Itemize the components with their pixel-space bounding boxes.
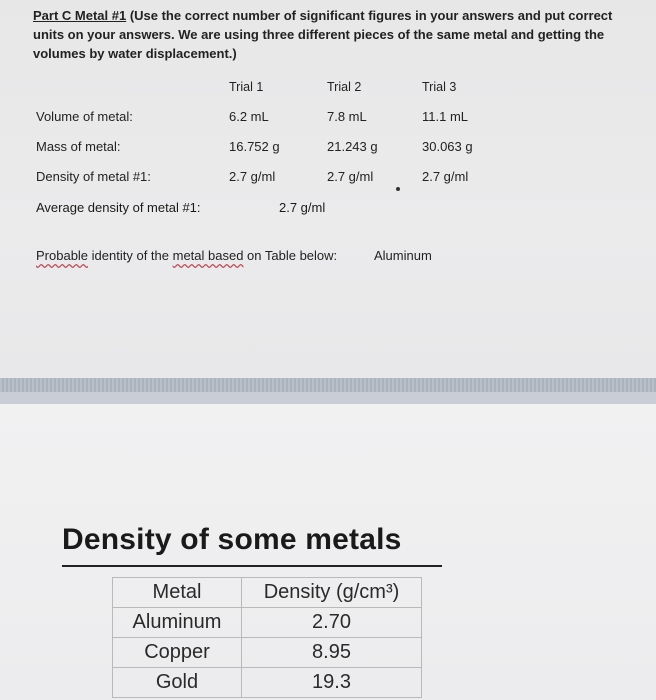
probable-label-mid: identity of the [88, 248, 173, 263]
probable-identity-label [36, 248, 337, 263]
density-table [112, 577, 422, 698]
col-header-trial-2: Trial 2 [327, 80, 362, 94]
row-label-volume: Volume of metal: [36, 109, 133, 124]
mass-trial-3: 30.063 g [422, 139, 473, 154]
probable-label-post: on Table below: [243, 248, 338, 263]
average-density-value: 2.7 g/ml [279, 200, 326, 215]
col-header-trial-3: Trial 3 [422, 80, 457, 94]
probable-identity-value: Aluminum [374, 248, 432, 263]
header-metal: Metal [113, 578, 242, 608]
average-density-label: Average density of metal #1: [36, 200, 201, 215]
table-row [113, 608, 422, 638]
metal-density: 2.70 [242, 608, 422, 638]
metal-density: 8.95 [242, 638, 422, 668]
density-trial-1: 2.7 g/ml [229, 169, 276, 184]
table-row [113, 668, 422, 698]
mass-trial-2: 21.243 g [327, 139, 378, 154]
title-underline [62, 565, 442, 567]
volume-trial-3: 11.1 mL [422, 109, 469, 124]
volume-trial-1: 6.2 mL [229, 109, 269, 124]
row-label-density: Density of metal #1: [36, 169, 151, 184]
metal-based-words: metal based [172, 248, 244, 263]
part-c-heading [33, 6, 643, 63]
part-label: Part C Metal #1 [33, 8, 127, 23]
mass-trial-1: 16.752 g [229, 139, 280, 154]
col-header-trial-1: Trial 1 [229, 80, 264, 94]
header-density: Density (g/cm³) [242, 578, 422, 608]
table-row [113, 638, 422, 668]
density-trial-2: 2.7 g/ml [327, 169, 374, 184]
metal-name: Gold [113, 668, 242, 698]
density-table-title: Density of some metals [62, 523, 402, 556]
heading-instructions: (Use the correct number of significant figures in your answers and put correct units on your answers. We are using three different pieces of the same metal and getting the volumes by water displacement.) [33, 8, 613, 61]
density-trial-3: 2.7 g/ml [422, 169, 469, 184]
table-header-row [113, 578, 422, 608]
probable-word: Probable [36, 248, 89, 263]
metal-density: 19.3 [242, 668, 422, 698]
metal-name: Aluminum [113, 608, 242, 638]
section-divider [0, 378, 656, 404]
metal-name: Copper [113, 638, 242, 668]
volume-trial-2: 7.8 mL [327, 109, 367, 124]
stray-dot-mark [396, 187, 400, 191]
row-label-mass: Mass of metal: [36, 139, 121, 154]
